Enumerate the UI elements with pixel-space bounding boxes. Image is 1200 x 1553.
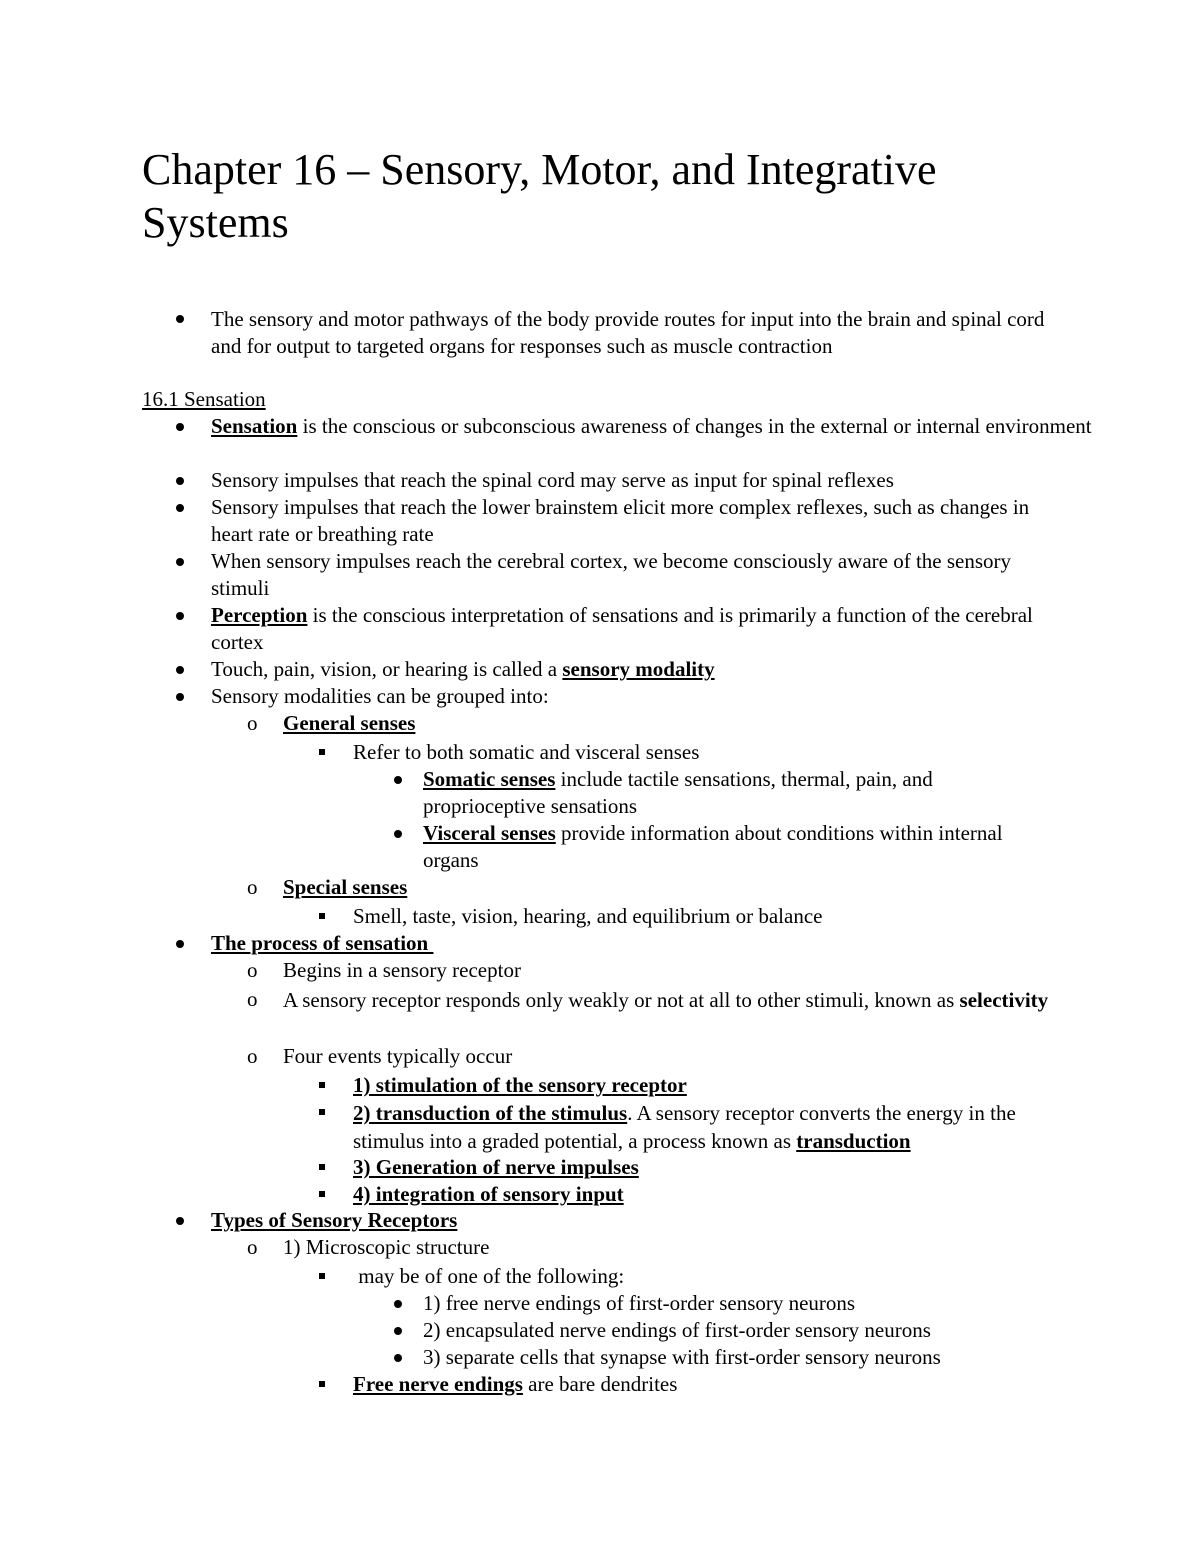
term-visceral-senses: Visceral senses <box>423 821 556 845</box>
bullet-marker <box>394 1327 402 1335</box>
bullet-marker <box>394 1354 402 1362</box>
square-bullet-marker <box>319 913 325 919</box>
bullet-text: . A sensory receptor converts the energy in the stimulus into a graded potential, a process known as <box>353 1101 1016 1153</box>
bullet-marker <box>176 315 184 323</box>
free-nerve-endings-item <box>353 1371 677 1398</box>
term-sensation: Sensation <box>211 414 298 438</box>
bullet-marker <box>176 693 184 701</box>
types-heading: Types of Sensory Receptors <box>211 1208 458 1232</box>
event-stimulation: 1) stimulation of the sensory receptor <box>353 1073 687 1097</box>
visceral-senses-item <box>423 820 1023 874</box>
bullet-cerebral-cortex: When sensory impulses reach the cerebral cortex, we become consciously aware of the sensory stimuli <box>211 549 1012 600</box>
general-senses-heading: General senses <box>283 711 416 735</box>
bullet-text: Touch, pain, vision, or hearing is called a <box>211 657 563 681</box>
process-item-selectivity <box>283 986 1053 1014</box>
term-perception: Perception <box>211 603 308 627</box>
bullet-text: provide information about conditions within internal organs <box>423 821 1003 872</box>
bullet-marker <box>394 776 402 784</box>
bullet-marker <box>176 612 184 620</box>
bullet-marker <box>176 940 184 948</box>
square-bullet-marker <box>319 1191 325 1197</box>
sub-bullet-marker: o <box>247 875 258 899</box>
bullet-modalities-grouped: Sensory modalities can be grouped into: <box>211 684 549 708</box>
bullet-brainstem: Sensory impulses that reach the lower brainstem elicit more complex reflexes, such as changes in heart rate or breathing rate <box>211 495 1030 546</box>
square-bullet-marker <box>319 1164 325 1170</box>
bullet-text: include tactile sensations, thermal, pain, and proprioceptive sensations <box>423 767 933 818</box>
bullet-marker <box>394 1300 402 1308</box>
bullet-marker <box>394 830 402 838</box>
square-bullet-marker <box>319 1273 325 1279</box>
bullet-sensation <box>211 413 1092 440</box>
special-senses-desc: Smell, taste, vision, hearing, and equilibrium or balance <box>353 904 823 928</box>
bullet-text: is the conscious interpretation of sensations and is primarily a function of the cerebral cortex <box>211 603 1033 654</box>
square-bullet-marker <box>319 1082 325 1088</box>
bullet-text: are bare dendrites <box>522 1372 678 1396</box>
term-somatic-senses: Somatic senses <box>423 767 556 791</box>
square-bullet-marker <box>319 749 325 755</box>
term-transduction: transduction <box>796 1129 911 1153</box>
bullet-marker <box>176 666 184 674</box>
event-generation: 3) Generation of nerve impulses <box>353 1155 639 1179</box>
process-item-receptor: Begins in a sensory receptor <box>283 958 521 982</box>
types-one-of-following: may be of one of the following: <box>353 1264 625 1288</box>
bullet-marker <box>176 423 184 431</box>
types-item-free: 1) free nerve endings of first-order sensory neurons <box>423 1291 856 1315</box>
bullet-perception <box>211 602 1071 656</box>
square-bullet-marker <box>319 1381 325 1387</box>
special-senses-heading: Special senses <box>283 875 408 899</box>
event-integration: 4) integration of sensory input <box>353 1182 624 1206</box>
sub-bullet-marker: o <box>247 711 258 735</box>
intro-bullet: The sensory and motor pathways of the body provide routes for input into the brain and spinal cord and for output to targeted organs for responses such as muscle contraction <box>211 307 1045 358</box>
bullet-sensory-modality <box>211 656 715 683</box>
process-item-four-events: Four events typically occur <box>283 1044 513 1068</box>
general-senses-desc: Refer to both somatic and visceral senses <box>353 740 700 764</box>
sub-bullet-marker: o <box>247 987 258 1011</box>
sub-bullet-marker: o <box>247 958 258 982</box>
bullet-marker <box>176 1217 184 1225</box>
types-microscopic: 1) Microscopic structure <box>283 1235 490 1259</box>
types-item-encapsulated: 2) encapsulated nerve endings of first-order sensory neurons <box>423 1318 931 1342</box>
bullet-text: A sensory receptor responds only weakly or not at all to other stimuli, known as <box>283 988 960 1012</box>
term-transduction-of-stimulus: 2) transduction of the stimulus <box>353 1101 628 1125</box>
page-title: Chapter 16 – Sensory, Motor, and Integrative Systems <box>142 145 937 247</box>
term-sensory-modality: sensory modality <box>562 657 715 681</box>
term-selectivity: selectivity <box>959 988 1049 1012</box>
section-heading: 16.1 Sensation <box>142 387 266 411</box>
process-heading: The process of sensation <box>211 931 434 955</box>
term-free-nerve-endings: Free nerve endings <box>353 1372 523 1396</box>
bullet-text: is the conscious or subconscious awareness of changes in the external or internal environment <box>297 414 1092 438</box>
somatic-senses-item <box>423 766 1023 820</box>
bullet-marker <box>176 504 184 512</box>
bullet-marker <box>176 558 184 566</box>
event-transduction <box>353 1099 1053 1155</box>
bullet-spinal-reflexes: Sensory impulses that reach the spinal cord may serve as input for spinal reflexes <box>211 468 894 492</box>
bullet-marker <box>176 477 184 485</box>
sub-bullet-marker: o <box>247 1235 258 1259</box>
sub-bullet-marker: o <box>247 1044 258 1068</box>
square-bullet-marker <box>319 1109 325 1115</box>
types-item-separate-cells: 3) separate cells that synapse with first-order sensory neurons <box>423 1345 941 1369</box>
